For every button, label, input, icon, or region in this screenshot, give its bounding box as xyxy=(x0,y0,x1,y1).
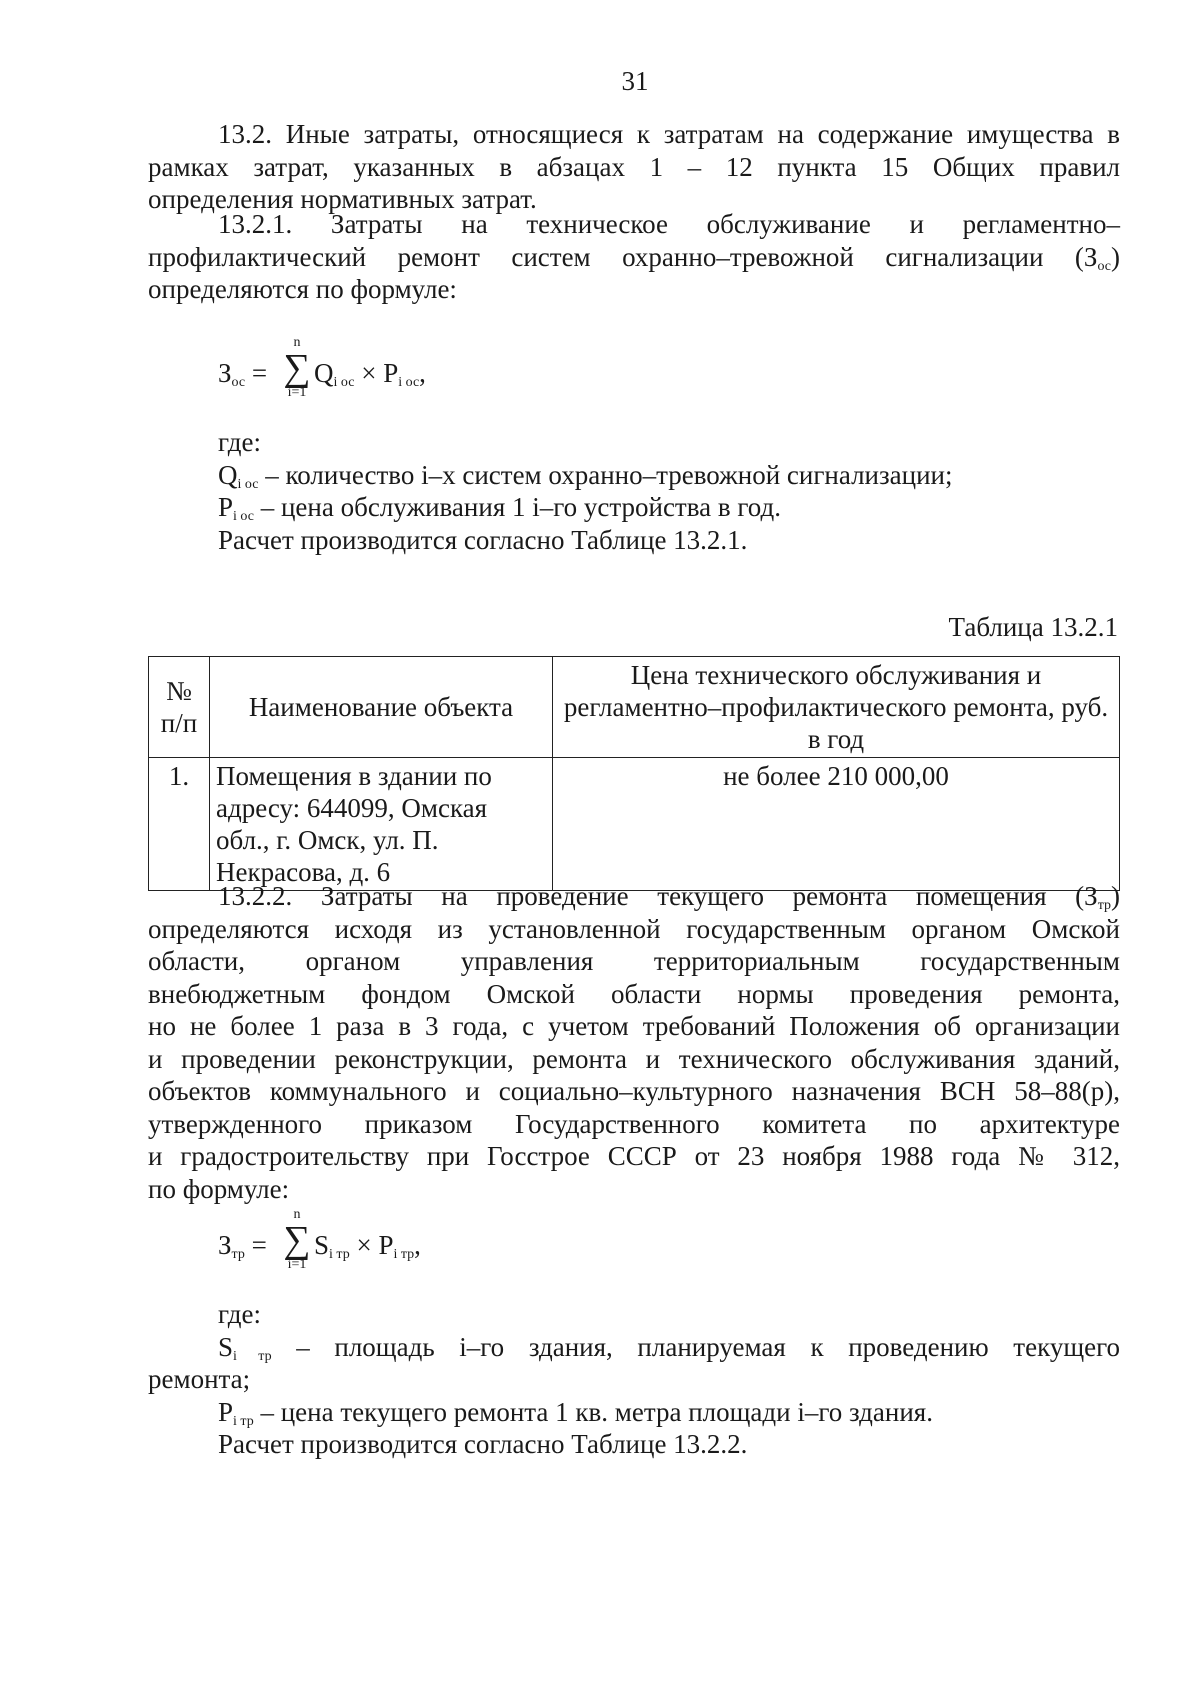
formula-symbol: З xyxy=(218,1230,232,1260)
times-sign: × xyxy=(349,1230,379,1260)
section-13-2-2-line: но не более 1 раза в 3 года, с учетом требований Положения об организации xyxy=(148,1011,1120,1041)
subscript: i ос xyxy=(233,509,254,524)
where-label: где: xyxy=(218,1299,261,1329)
sigma-symbol: ∑ xyxy=(283,1219,311,1261)
section-13-2-2-line: внебюджетным фондом Омской области нормы проведения ремонта, xyxy=(148,978,1120,1009)
definition-text: – количество i–х систем охранно–тревожной сигнализации; xyxy=(258,459,953,490)
formula-subscript: i тр xyxy=(329,1247,350,1262)
symbol: P xyxy=(218,1396,234,1427)
header-name: Наименование объекта xyxy=(210,657,553,758)
where-block-1 xyxy=(148,426,1120,556)
sum-upper-limit: n xyxy=(293,1207,301,1222)
formula-symbol: З xyxy=(218,358,232,388)
where-item-p xyxy=(148,1396,1120,1429)
section-13-2-2-line: области, органом управления территориальным государственным xyxy=(148,946,1120,976)
section-13-2-2-line: утвержденного приказом Государственного комитета по архитектуре xyxy=(148,1108,1120,1139)
formula-lhs xyxy=(218,1230,267,1261)
section-13-2-line: рамках затрат, указанных в абзацах 1 – 12 пункта 15 Общих правил xyxy=(148,151,1120,182)
formula-symbol: Q xyxy=(314,358,334,388)
formula-subscript: i ос xyxy=(398,375,420,390)
table-caption: Таблица 13.2.1 xyxy=(948,612,1118,642)
sum-operator xyxy=(282,1208,312,1272)
where-item-p xyxy=(148,491,1120,524)
where-item-s xyxy=(148,1331,1120,1396)
formula-subscript: i ос xyxy=(333,375,355,390)
formula-lhs xyxy=(218,358,267,389)
sum-lower-limit: i=1 xyxy=(287,385,307,400)
subscript: тр xyxy=(1097,898,1111,913)
section-13-2 xyxy=(148,118,1120,216)
sum-operator xyxy=(282,336,312,400)
section-13-2-2-line: по формуле: xyxy=(148,1173,290,1204)
section-13-2-line: определения нормативных затрат. xyxy=(148,184,537,214)
line-end: ) xyxy=(1111,241,1120,272)
formula-rhs xyxy=(314,1230,421,1261)
sigma-symbol: ∑ xyxy=(283,347,311,389)
cell-num: 1. xyxy=(149,758,210,891)
header-price: Цена технического обслуживания и регламентно–профилактического ремонта, руб. в год xyxy=(553,657,1120,758)
where-item-s-line: ремонта; xyxy=(148,1364,251,1394)
formula-symbol: P xyxy=(383,358,399,388)
definition-text: – цена обслуживания 1 i–го устройства в год. xyxy=(253,492,781,522)
section-13-2-2-line xyxy=(148,880,1120,913)
table-row xyxy=(149,758,1120,891)
section-13-2-1-line: 13.2.1. Затраты на техническое обслуживание и регламентно– xyxy=(218,209,1120,239)
equals-sign: = xyxy=(245,358,268,388)
formula-end: , xyxy=(419,358,426,388)
subscript: i тр xyxy=(233,1348,272,1364)
sum-upper-limit: n xyxy=(293,335,301,350)
section-13-2-1 xyxy=(148,208,1120,306)
line-text: 13.2.2. Затраты на проведение текущего ремонта помещения (З xyxy=(218,881,1098,911)
where-label: где: xyxy=(218,427,261,457)
section-13-2-1-line: определяются по формуле: xyxy=(148,274,457,304)
line-text: профилактический ремонт систем охранно–тревожной сигнализации (З xyxy=(148,241,1098,272)
subscript: i ос xyxy=(237,476,259,492)
cell-name: Помещения в здании по адресу: 644099, Омская обл., г. Омск, ул. П. Некрасова, д. 6 xyxy=(210,758,553,891)
subscript: ос xyxy=(1097,258,1111,274)
page-number: 31 xyxy=(621,66,649,96)
line-end: ) xyxy=(1111,881,1120,911)
formula-subscript: i тр xyxy=(393,1247,415,1262)
calc-note: Расчет производится согласно Таблице 13.2.1. xyxy=(218,524,748,555)
equals-sign: = xyxy=(244,1230,267,1260)
symbol: Q xyxy=(218,459,238,490)
formula-symbol: P xyxy=(378,1230,394,1260)
section-13-2-2-line: определяются исходя из установленной государственным органом Омской xyxy=(148,913,1120,944)
section-13-2-2-line: объектов коммунального и социально–культурного назначения ВСН 58–88(р), xyxy=(148,1076,1120,1106)
cost-table xyxy=(148,656,1120,891)
where-block-2 xyxy=(148,1298,1120,1461)
calc-note: Расчет производится согласно Таблице 13.2.2. xyxy=(218,1429,748,1459)
table-header-row xyxy=(149,657,1120,758)
formula-symbol: S xyxy=(314,1230,330,1260)
section-13-2-2-line: и проведении реконструкции, ремонта и технического обслуживания зданий, xyxy=(148,1043,1120,1074)
definition-text: – площадь i–го здания, планируемая к проведению текущего xyxy=(271,1331,1120,1362)
definition-text: – цена текущего ремонта 1 кв. метра площади i–го здания. xyxy=(253,1396,933,1427)
symbol: S xyxy=(218,1331,234,1362)
formula-rhs xyxy=(314,358,426,389)
formula-subscript: тр xyxy=(231,1247,245,1262)
section-13-2-2 xyxy=(148,880,1120,1205)
where-item-s-line xyxy=(148,1331,1120,1364)
formula-end: , xyxy=(414,1230,421,1260)
section-13-2-2-line: и градостроительству при Госстрое СССР от 23 ноября 1988 года № 312, xyxy=(148,1141,1120,1171)
where-item-q xyxy=(148,459,1120,492)
section-13-2-line: 13.2. Иные затраты, относящиеся к затратам на содержание имущества в xyxy=(218,119,1120,149)
section-13-2-1-line xyxy=(148,241,1120,274)
cell-price: не более 210 000,00 xyxy=(553,758,1120,891)
sum-lower-limit: i=1 xyxy=(287,1257,307,1272)
formula-subscript: ос xyxy=(231,375,246,390)
symbol: P xyxy=(218,492,234,522)
subscript: i тр xyxy=(233,1413,254,1429)
times-sign: × xyxy=(354,358,384,388)
header-num: № п/п xyxy=(149,657,210,758)
